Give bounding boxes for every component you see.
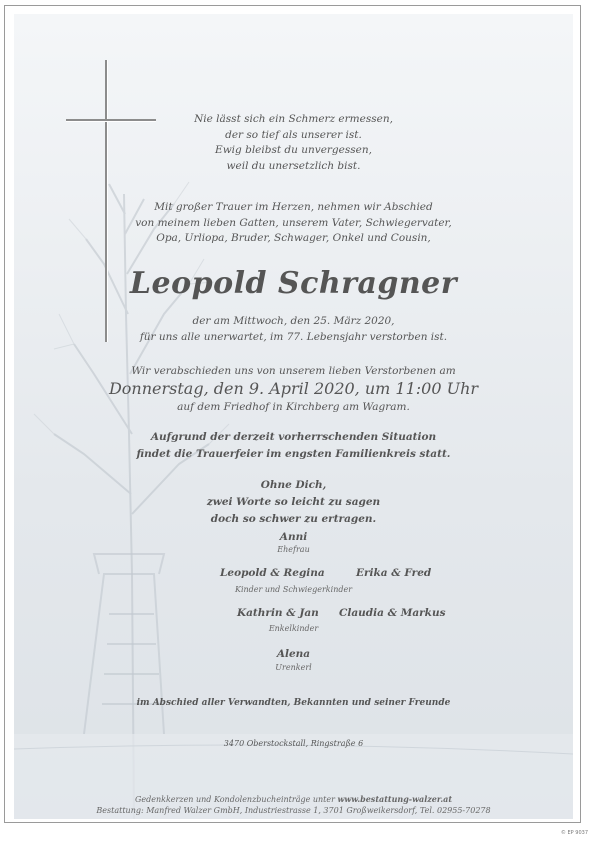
mourner-great-grandchild: Alena (276, 648, 311, 660)
intro-text (14, 200, 573, 247)
poem-line: Nie lässt sich ein Schmerz ermessen, (194, 113, 393, 125)
role-great-grandchild: Urenkerl (275, 663, 312, 672)
role-grandchildren: Enkelkinder (268, 624, 319, 633)
poem-line: der so tief als unserer ist. (225, 128, 362, 141)
notice-line: findet die Trauerfeier im engsten Familienkreis statt. (136, 448, 451, 460)
footer-line-2: Bestattung: Manfred Walzer GmbH, Industriestrasse 1, 3701 Großweikersdorf, Tel. 02955-70278 (96, 806, 491, 815)
obituary-card (14, 14, 573, 819)
ceremony-notice (14, 429, 573, 463)
death-text (14, 314, 573, 345)
mourner-grandchild-2: Claudia & Markus (339, 607, 446, 619)
quote-line: doch so schwer zu ertragen. (210, 513, 377, 525)
website-link[interactable]: www.bestattung-walzer.at (337, 794, 453, 804)
address: 3470 Oberstockstall, Ringstraße 6 (223, 739, 364, 748)
mourner-child-1: Leopold & Regina (220, 567, 325, 579)
intro-line: Opa, Urliopa, Bruder, Schwager, Onkel und Cousin, (156, 232, 431, 244)
poem-line: weil du unersetzlich bist. (226, 159, 361, 172)
deceased-name: Leopold Schragner (129, 266, 458, 301)
poem-line: Ewig bleibst du unvergessen, (215, 144, 372, 156)
mourner-grandchild-1: Kathrin & Jan (237, 607, 319, 619)
intro-line: Mit großer Trauer im Herzen, nehmen wir Abschied (154, 201, 433, 213)
death-line: für uns alle unerwartet, im 77. Lebensjahr verstorben ist. (139, 330, 448, 343)
quote (14, 477, 573, 528)
copyright-mark: © EP 9037 (560, 830, 588, 836)
funeral-location: auf dem Friedhof in Kirchberg am Wagram. (177, 401, 410, 413)
notice-line: Aufgrund der derzeit vorherrschenden Situation (150, 431, 437, 443)
death-line: der am Mittwoch, den 25. März 2020, (192, 315, 395, 327)
quote-line: Ohne Dich, (260, 479, 327, 491)
farewell-line: im Abschied aller Verwandten, Bekannten und seiner Freunde (136, 698, 451, 708)
poem (14, 112, 573, 174)
role-children: Kinder und Schwiegerkinder (234, 585, 353, 594)
intro-line: von meinem lieben Gatten, unserem Vater, Schwiegervater, (135, 216, 452, 229)
quote-line: zwei Worte so leicht zu sagen (206, 496, 381, 508)
funeral-date: Donnerstag, den 9. April 2020, um 11:00 Uhr (108, 379, 479, 398)
footer (14, 794, 573, 816)
footer-prefix: Gedenkkerzen und Kondolenzbucheinträge unter (134, 795, 335, 804)
mourner-child-2: Erika & Fred (356, 567, 432, 579)
funeral-intro: Wir verabschieden uns von unserem lieben Verstorbenen am (131, 365, 456, 377)
mourner-wife: Anni (279, 531, 308, 543)
role-wife: Ehefrau (277, 545, 310, 554)
footer-line-1 (14, 794, 573, 805)
